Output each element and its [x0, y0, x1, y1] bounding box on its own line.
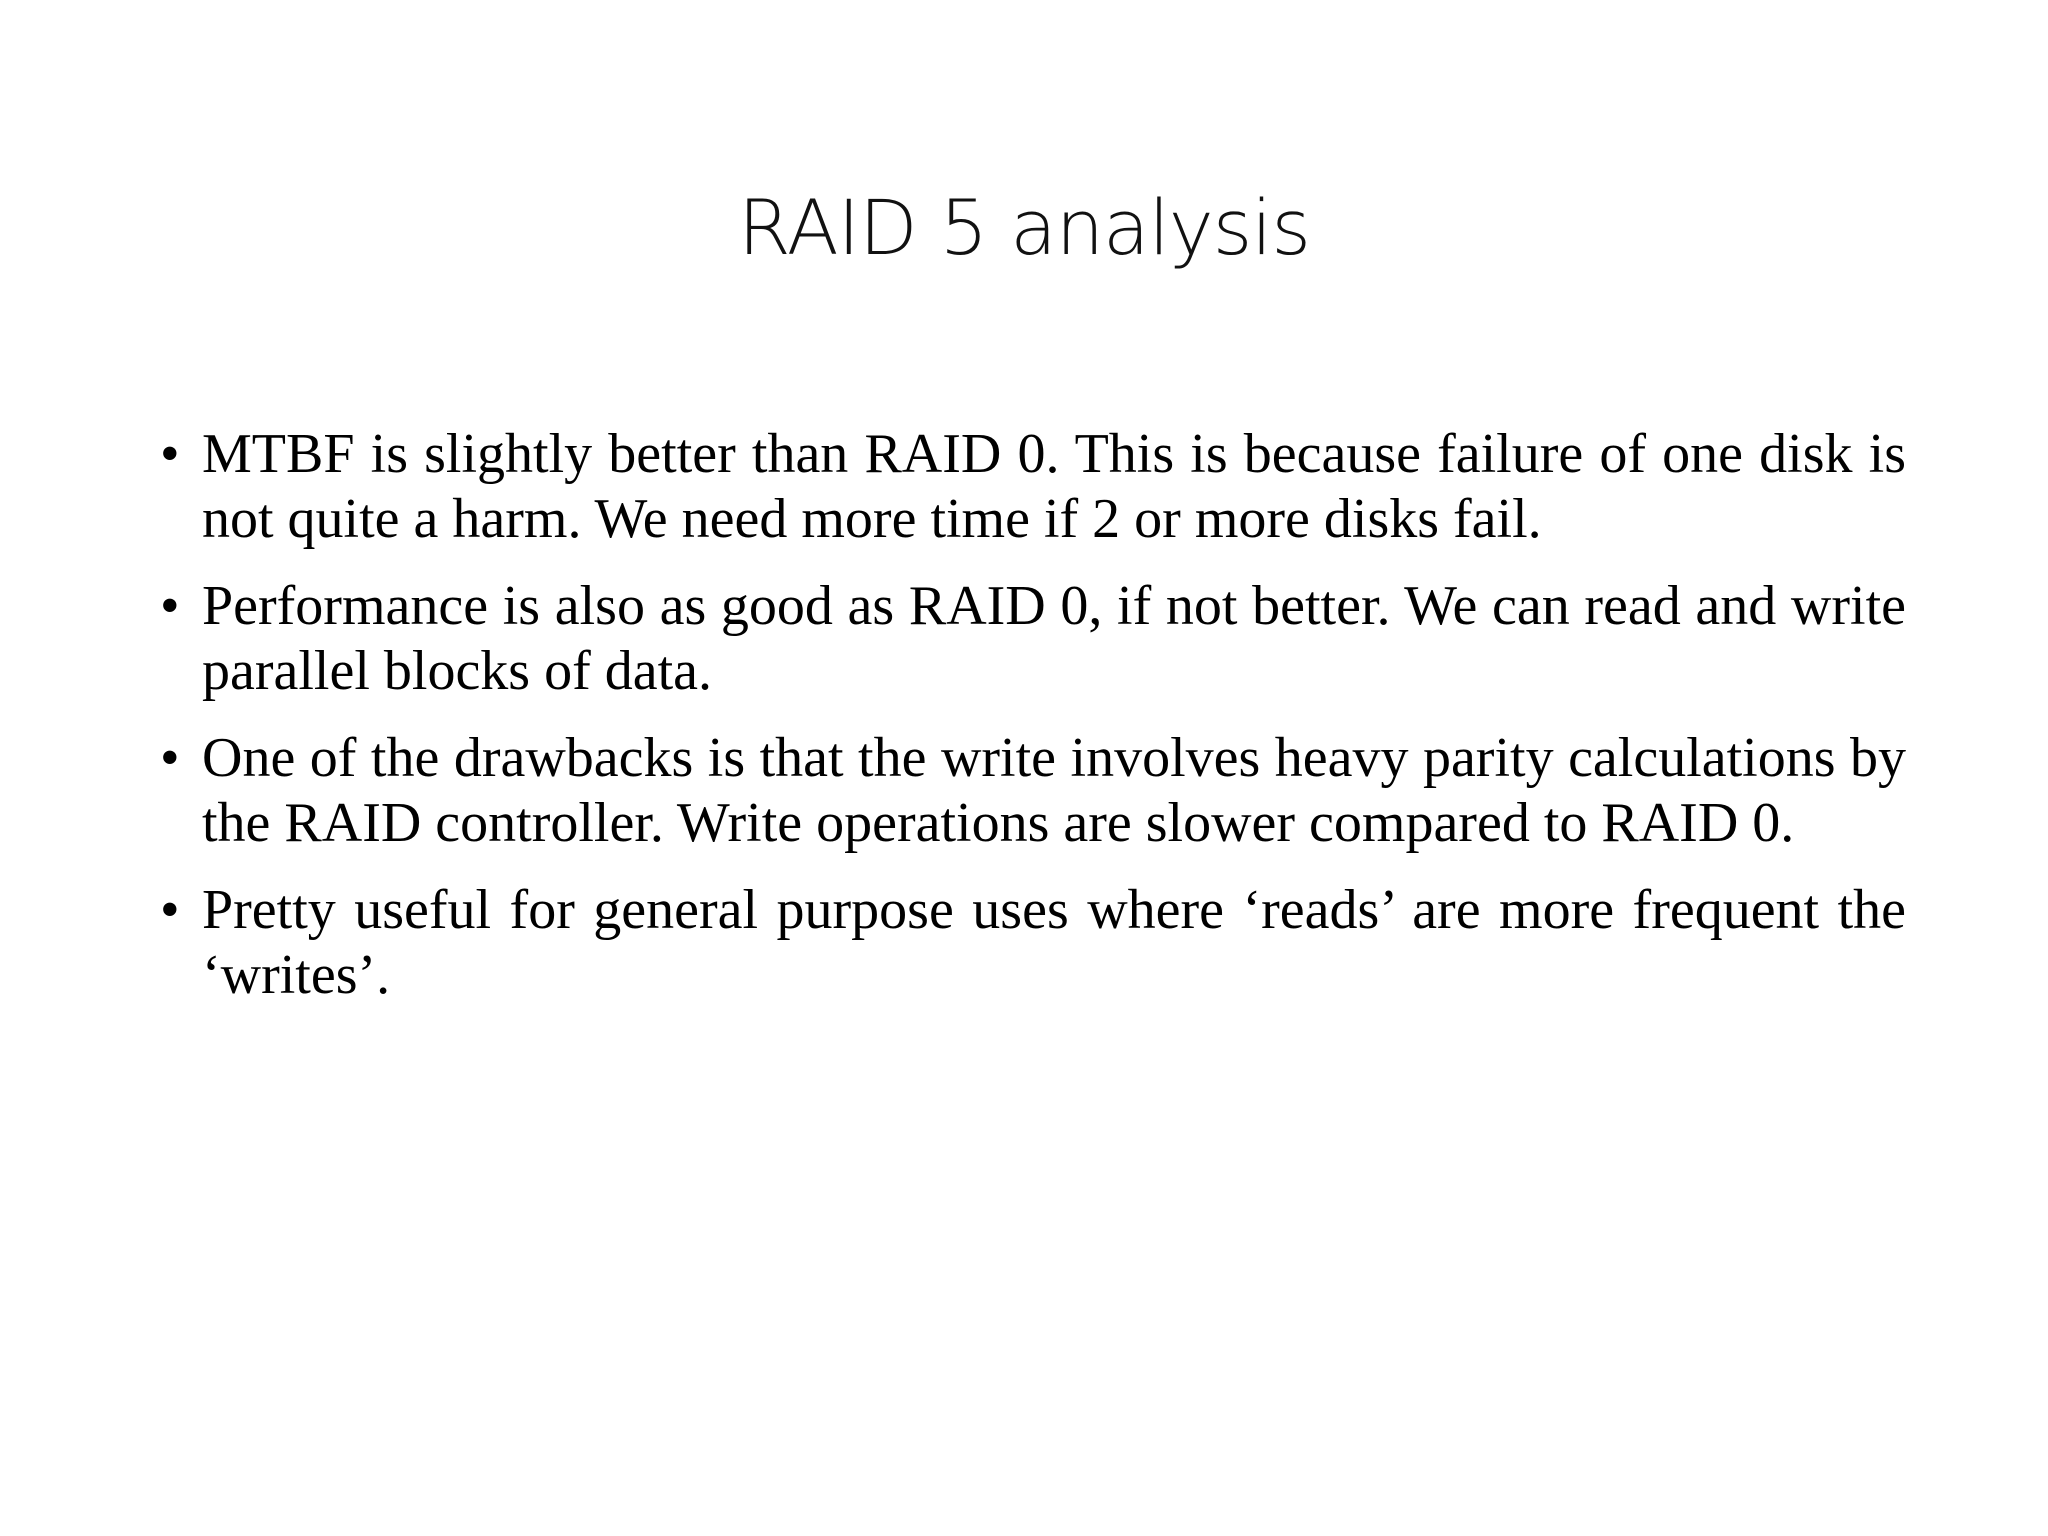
bullet-item	[160, 574, 1906, 704]
slide-title: RAID 5 analysis	[737, 183, 1311, 272]
bullet-item	[160, 726, 1906, 856]
bullet-item	[160, 878, 1906, 1008]
bullet-text: One of the drawbacks is that the write involves heavy parity calculations by the RAID controller. Write operations are slower compared to RAID 0.	[202, 727, 1906, 854]
bullet-point-icon: •	[160, 879, 180, 941]
bullet-point-icon: •	[160, 727, 180, 789]
bullet-point-icon: •	[160, 575, 180, 637]
bullet-text: Performance is also as good as RAID 0, if not better. We can read and write parallel blocks of data.	[202, 575, 1906, 702]
bullet-text: Pretty useful for general purpose uses where ‘reads’ are more frequent the ‘writes’.	[202, 879, 1906, 1006]
bullet-text: MTBF is slightly better than RAID 0. This is because failure of one disk is not quite a harm. We need more time if 2 or more disks fail.	[202, 423, 1906, 550]
bullet-list	[160, 422, 1906, 1030]
bullet-item	[160, 422, 1906, 552]
bullet-point-icon: •	[160, 423, 180, 485]
